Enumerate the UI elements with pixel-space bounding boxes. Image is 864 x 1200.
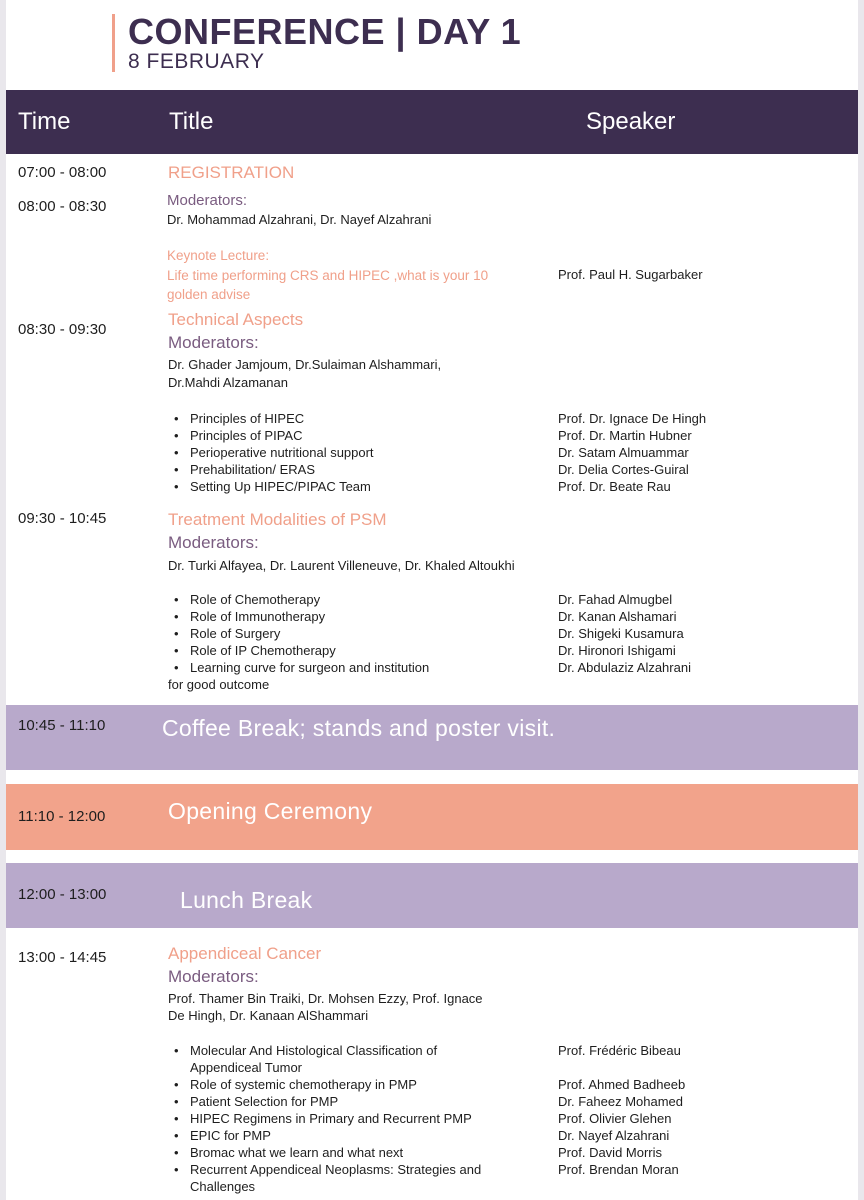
opening-ceremony-title: Opening Ceremony <box>168 798 373 824</box>
lunch-break-title: Lunch Break <box>180 887 313 913</box>
list-item: • Principles of HIPEC <box>168 410 374 427</box>
list-item-continuation: Appendiceal Tumor <box>190 1060 303 1075</box>
column-time: Time <box>18 108 71 135</box>
speaker-name: Prof. Dr. Ignace De Hingh <box>558 411 707 426</box>
appendiceal-topic-list <box>168 1042 481 1195</box>
keynote-title-line1: Life time performing CRS and HIPEC ,what is your 10 <box>167 268 489 283</box>
speaker-name: Dr. Satam Almuammar <box>558 445 689 460</box>
opening-ceremony-band <box>6 784 858 850</box>
appendiceal-moderators-line2: De Hingh, Dr. Kanaan AlShammari <box>168 1008 369 1023</box>
registration-time: 07:00 - 08:00 <box>18 164 107 181</box>
appendiceal-moderators-line1: Prof. Thamer Bin Traiki, Dr. Mohsen Ezzy, Prof. Ignace <box>168 991 483 1006</box>
list-item: • HIPEC Regimens in Primary and Recurrent PMP <box>168 1110 481 1127</box>
speaker-name: Dr. Hironori Ishigami <box>558 643 676 658</box>
list-item: • Molecular And Histological Classification of <box>168 1042 481 1059</box>
column-title: Title <box>169 108 214 135</box>
agenda-page <box>6 0 858 1200</box>
speaker-name: Prof. Olivier Glehen <box>558 1111 672 1126</box>
speaker-name: Prof. David Morris <box>558 1145 663 1160</box>
keynote-moderators: Dr. Mohammad Alzahrani, Dr. Nayef Alzahrani <box>167 212 432 227</box>
lunch-break-band <box>6 863 858 928</box>
technical-moderators-line1: Dr. Ghader Jamjoum, Dr.Sulaiman Alshammari, <box>168 357 442 372</box>
treatment-speaker-list <box>558 591 691 676</box>
coffee-break-time: 10:45 - 11:10 <box>18 717 106 734</box>
header-accent-bar <box>112 14 115 72</box>
coffee-break-title: Coffee Break; stands and poster visit. <box>162 715 556 741</box>
registration-title: REGISTRATION <box>168 163 295 182</box>
table-header <box>6 90 858 154</box>
technical-moderators-label: Moderators: <box>168 333 259 352</box>
coffee-break-band <box>6 705 858 770</box>
conference-title: CONFERENCE | DAY 1 <box>128 11 522 52</box>
technical-title: Technical Aspects <box>168 310 304 329</box>
speaker-name: Dr. Shigeki Kusamura <box>558 626 684 641</box>
keynote-label: Keynote Lecture: <box>167 248 270 263</box>
list-item: • Prehabilitation/ ERAS <box>168 461 374 478</box>
list-item: • Bromac what we learn and what next <box>168 1144 481 1161</box>
speaker-name: Dr. Fahad Almugbel <box>558 592 673 607</box>
list-item: • EPIC for PMP <box>168 1127 481 1144</box>
list-item-continuation: Challenges <box>190 1179 256 1194</box>
appendiceal-speaker-list <box>558 1042 685 1178</box>
appendiceal-time: 13:00 - 14:45 <box>18 949 107 966</box>
speaker-name: Prof. Ahmed Badheeb <box>558 1077 686 1092</box>
list-item: • Patient Selection for PMP <box>168 1093 481 1110</box>
list-item: • Recurrent Appendiceal Neoplasms: Strategies and <box>168 1161 481 1178</box>
appendiceal-title: Appendiceal Cancer <box>168 944 322 963</box>
treatment-time: 09:30 - 10:45 <box>18 510 107 527</box>
speaker-name: Prof. Dr. Beate Rau <box>558 479 671 494</box>
technical-speaker-list <box>558 410 706 495</box>
list-item: • Setting Up HIPEC/PIPAC Team <box>168 478 374 495</box>
list-item: • Role of Chemotherapy <box>168 591 429 608</box>
treatment-title: Treatment Modalities of PSM <box>168 510 387 529</box>
keynote-moderators-label: Moderators: <box>167 192 248 209</box>
keynote-title-line2: golden advise <box>167 287 251 302</box>
list-item: • Role of Immunotherapy <box>168 608 429 625</box>
speaker-name: Prof. Dr. Martin Hubner <box>558 428 692 443</box>
opening-ceremony-time: 11:10 - 12:00 <box>18 808 106 825</box>
column-speaker: Speaker <box>586 108 676 135</box>
appendiceal-moderators-label: Moderators: <box>168 967 259 986</box>
speaker-name: Prof. Brendan Moran <box>558 1162 679 1177</box>
speaker-name: Dr. Abdulaziz Alzahrani <box>558 660 691 675</box>
treatment-topic-continuation: for good outcome <box>168 677 270 692</box>
list-item: • Learning curve for surgeon and institution <box>168 659 429 676</box>
treatment-moderators-label: Moderators: <box>168 533 259 552</box>
list-item: • Role of systemic chemotherapy in PMP <box>168 1076 481 1093</box>
technical-topic-list <box>168 410 374 495</box>
speaker-name: Dr. Nayef Alzahrani <box>558 1128 670 1143</box>
technical-time: 08:30 - 09:30 <box>18 321 107 338</box>
technical-moderators-line2: Dr.Mahdi Alzamanan <box>168 375 288 390</box>
keynote-speaker: Prof. Paul H. Sugarbaker <box>558 267 703 282</box>
list-item: • Perioperative nutritional support <box>168 444 374 461</box>
list-item: • Principles of PIPAC <box>168 427 374 444</box>
speaker-name: Dr. Faheez Mohamed <box>558 1094 684 1109</box>
treatment-moderators: Dr. Turki Alfayea, Dr. Laurent Villeneuve, Dr. Khaled Altoukhi <box>168 558 515 573</box>
speaker-name: Prof. Frédéric Bibeau <box>558 1043 681 1058</box>
speaker-name: Dr. Kanan Alshamari <box>558 609 677 624</box>
list-item: • Role of Surgery <box>168 625 429 642</box>
treatment-topic-list <box>168 591 429 676</box>
keynote-block-time: 08:00 - 08:30 <box>18 198 107 215</box>
lunch-break-time: 12:00 - 13:00 <box>18 886 107 903</box>
conference-date: 8 FEBRUARY <box>128 50 265 73</box>
speaker-name: Dr. Delia Cortes-Guiral <box>558 462 689 477</box>
list-item: • Role of IP Chemotherapy <box>168 642 429 659</box>
